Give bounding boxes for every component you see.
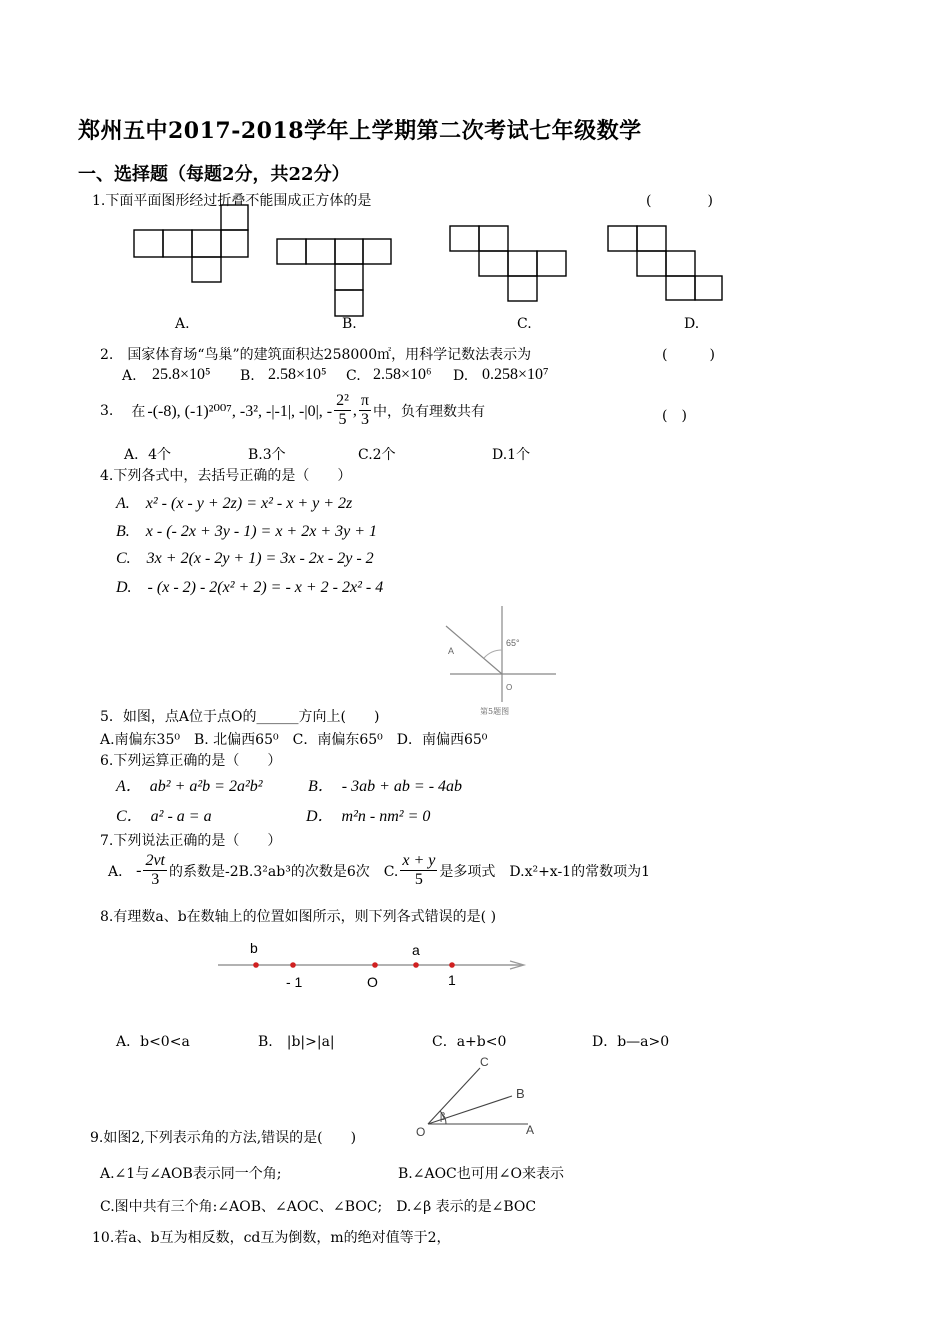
q7-a-fraction xyxy=(143,852,167,889)
q6-option-b: B． - 3ab + ab = - 4ab xyxy=(308,778,463,795)
q2-option-a: 25.8×10⁵ xyxy=(152,366,211,383)
q1-cube-nets xyxy=(0,0,950,340)
page-title: 郑州五中2017-2018学年上学期第二次考试七年级数学 xyxy=(78,118,642,144)
q8-stem: 8.有理数a、b在数轴上的位置如图所示，则下列各式错误的是( ) xyxy=(100,909,497,925)
q5-figure xyxy=(440,598,570,718)
label-one: 1 xyxy=(448,972,456,988)
q7-c-fraction xyxy=(400,852,437,889)
q2-option-d: 0.258×10⁷ xyxy=(482,366,549,383)
q1-stem: 1.下面平面图形经过折叠不能围成正方体的是 xyxy=(92,193,372,209)
q10-stem: 10.若a、b互为相反数，cd互为倒数，m的绝对值等于2， xyxy=(92,1230,451,1246)
q3-fraction-1-den: 5 xyxy=(338,411,347,428)
q4-option-a: A. x² - (x - y + 2z) = x² - x + y + 2z xyxy=(116,495,353,512)
fig9-label-o: O xyxy=(416,1125,426,1139)
q2-option-d-label: D. xyxy=(453,368,469,384)
q8-option-a: A．b<0<a xyxy=(116,1034,190,1050)
q2-option-a-label: A. xyxy=(122,368,137,384)
q3-fraction-2-num: π xyxy=(360,392,369,409)
q2-stem: 2. 国家体育场“鸟巢”的建筑面积达258000㎡，用科学记数法表示为 xyxy=(100,347,532,363)
q1-label-d: D. xyxy=(684,316,700,332)
q3-option-b: B.3个 xyxy=(248,447,286,463)
q3-fraction-1-num: 2² xyxy=(336,392,349,409)
fig9-label-c: C xyxy=(480,1055,489,1069)
q8-option-d: D．b—a>0 xyxy=(592,1034,670,1050)
q3-pre: 在 xyxy=(131,403,146,420)
q9-angle-figure xyxy=(410,1048,550,1138)
q7-stem: 7.下列说法正确的是（ ） xyxy=(100,833,282,849)
point-one xyxy=(449,962,455,968)
q7-a-text: 的系数是-2B.3²ab³的次数是6次 C. xyxy=(169,863,399,880)
q7-c-text: 是多项式 D.x²+x-1的常数项为1 xyxy=(439,863,650,880)
point-a xyxy=(413,962,419,968)
q7-a-den: 3 xyxy=(151,871,160,888)
q8-number-line xyxy=(200,935,540,995)
q9-option-c-d: C.图中共有三个角:∠AOB、∠AOC、∠BOC; D.∠β 表示的是∠BOC xyxy=(100,1199,537,1215)
q9-stem: 9.如图2,下列表示角的方法,错误的是( ) xyxy=(90,1130,357,1146)
q2-answer-paren: ( ) xyxy=(662,347,715,363)
q9-option-b: B.∠AOC也可用∠O来表示 xyxy=(398,1166,564,1182)
q8-option-c: C．a+b<0 xyxy=(432,1034,507,1050)
fig9-label-a: A xyxy=(526,1123,535,1137)
label-zero: O xyxy=(367,974,378,990)
q1-label-b: B. xyxy=(342,316,357,332)
net-b xyxy=(277,239,391,316)
q5-options: A.南偏东35⁰ B. 北偏西65⁰ C．南偏东65⁰ D．南偏西65⁰ xyxy=(100,732,488,748)
q2-option-c-label: C. xyxy=(346,368,361,384)
q6-option-a: A． ab² + a²b = 2a²b² xyxy=(116,778,263,795)
fig9-label-b: B xyxy=(516,1086,525,1101)
q7-c-den: 5 xyxy=(414,871,423,888)
q6-option-d: D． m²n - nm² = 0 xyxy=(306,808,431,825)
q3-fraction-2 xyxy=(359,392,371,429)
q5-stem: 5．如图，点A位于点O的______方向上( ) xyxy=(100,709,380,725)
fig5-caption: 第5题图 xyxy=(480,707,510,716)
q3-post: 中，负有理数共有 xyxy=(372,403,485,420)
q1-label-c: C. xyxy=(517,316,532,332)
q3-fraction-1 xyxy=(334,392,351,429)
q7-options: A． - $\frac{2vt}{3}$ 的系数是-2B.3²ab³的次数是6次 C. $\frac{x + y}{5}$ 是多项式 D.x²+x-1的常数项为1 xyxy=(108,852,650,888)
q9-option-a: A.∠1与∠AOB表示同一个角; xyxy=(100,1166,282,1182)
q4-stem: 4.下列各式中，去括号正确的是（ ） xyxy=(100,468,352,484)
fig5-angle-label: 65° xyxy=(506,638,520,648)
q4-option-c: C. 3x + 2(x - 2y + 1) = 3x - 2x - 2y - 2 xyxy=(116,550,374,567)
q4-option-d: D. - (x - 2) - 2(x² + 2) = - x + 2 - 2x² - 4 xyxy=(116,579,384,596)
q2-option-b: 2.58×10⁵ xyxy=(268,366,327,383)
q7-c-num: x + y xyxy=(402,852,436,869)
fig5-point-a: A xyxy=(448,646,455,656)
q6-option-c: C． a² - a = a xyxy=(116,808,212,825)
q2-option-b-label: B. xyxy=(240,368,255,384)
q1-answer-paren: ( ) xyxy=(646,193,713,209)
fig5-point-o: O xyxy=(506,683,513,692)
q3-option-a: A．4个 xyxy=(124,447,172,463)
point-neg1 xyxy=(290,962,296,968)
net-d xyxy=(608,226,722,300)
point-b xyxy=(253,962,259,968)
q3-expression: -(-8), (-1)²⁰⁰⁷, -3², -|-1|, -|0|, - xyxy=(147,402,333,420)
net-a xyxy=(134,205,248,282)
q3-answer-paren: ( ) xyxy=(662,408,687,424)
label-neg1: - 1 xyxy=(286,974,303,990)
q8-option-b: B. |b|>|a| xyxy=(258,1034,335,1050)
q3-fraction-2-den: 3 xyxy=(360,411,369,428)
label-b: b xyxy=(250,940,258,956)
q4-option-b: B. x - (- 2x + 3y - 1) = x + 2x + 3y + 1 xyxy=(116,523,378,540)
q3-stem: 3. 在 -(-8), (-1)²⁰⁰⁷, -3², -|-1|, -|0|, - $\frac{\text{2²}}{5}$ , $\frac{\pi}{3}$ 中，负有理数共有 xyxy=(100,392,485,428)
q3-number: 3. xyxy=(100,402,114,419)
section-heading: 一、选择题（每题2分，共22分） xyxy=(78,164,350,185)
q2-option-c: 2.58×10⁶ xyxy=(373,366,432,383)
q7-a-num: 2vt xyxy=(145,852,165,869)
q3-option-d: D.1个 xyxy=(492,447,531,463)
label-a: a xyxy=(412,942,420,958)
point-zero xyxy=(372,962,378,968)
ray-oa xyxy=(446,626,502,674)
q6-stem: 6.下列运算正确的是（ ） xyxy=(100,753,282,769)
q7-a-prefix: A． xyxy=(108,863,133,880)
q1-label-a: A. xyxy=(175,316,190,332)
net-c xyxy=(450,226,566,301)
q3-option-c: C.2个 xyxy=(358,447,396,463)
fig9-label-beta: β xyxy=(440,1112,446,1123)
